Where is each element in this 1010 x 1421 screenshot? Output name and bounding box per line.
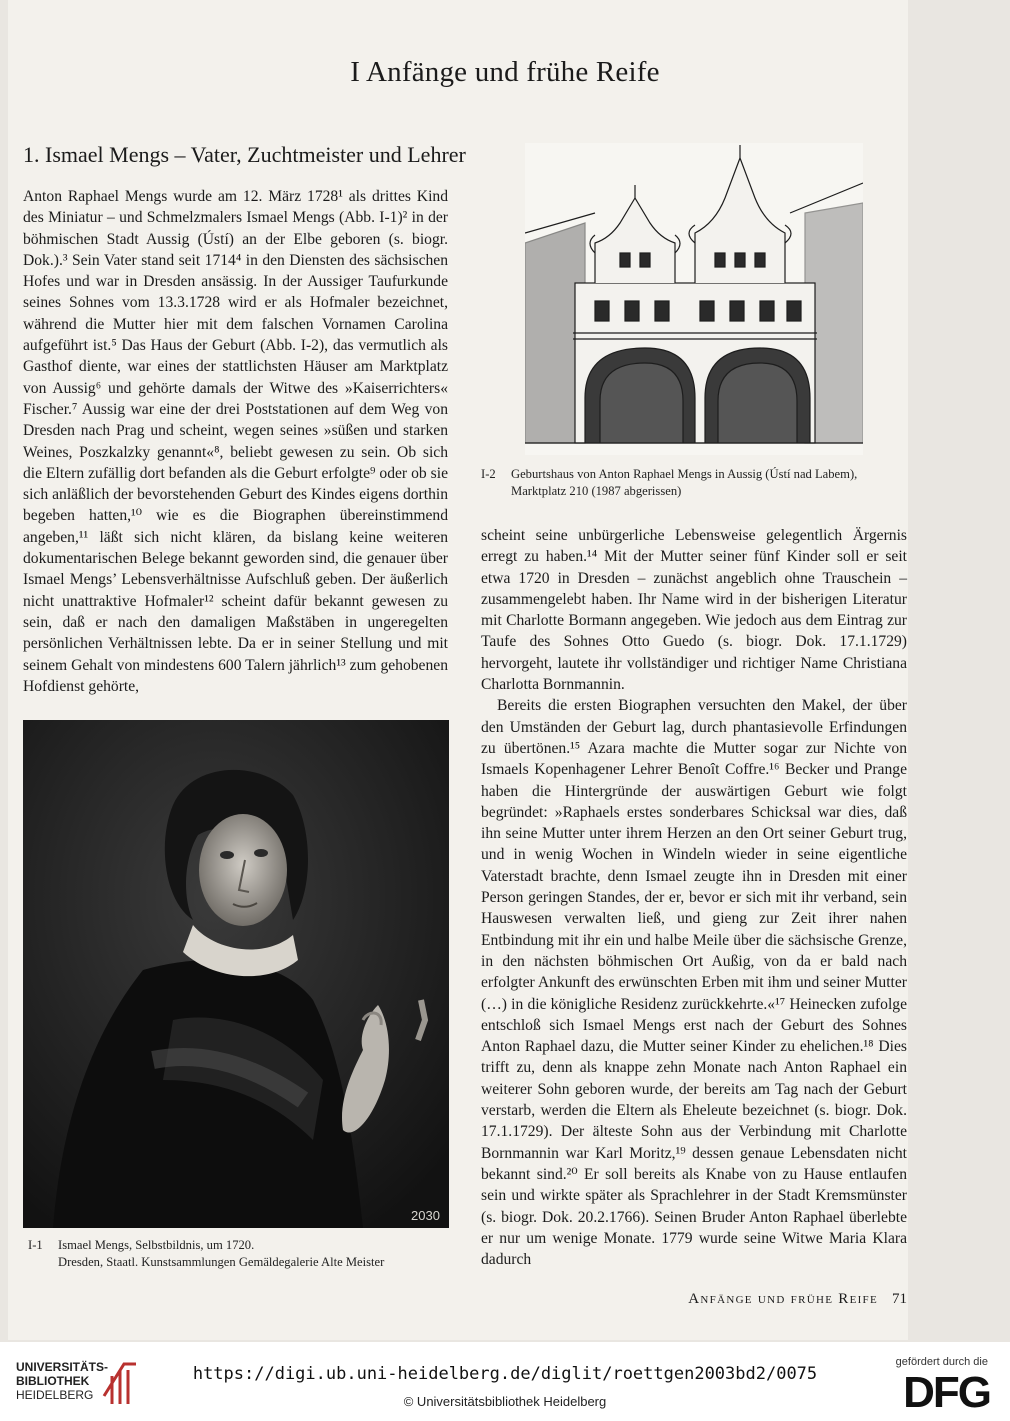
portrait-figure [23, 720, 449, 1228]
library-line2: BIBLIOTHEK [16, 1374, 90, 1388]
figure1-caption-line1: Ismael Mengs, Selbstbildnis, um 1720. [58, 1238, 255, 1252]
figure2-number: I-2 [481, 467, 496, 481]
chapter-title: I Anfänge und frühe Reife [350, 56, 660, 88]
running-head [688, 1291, 907, 1308]
section-title: 1. Ismael Mengs – Vater, Zuchtmeister und Lehrer [23, 142, 466, 167]
left-column [23, 186, 448, 697]
figure2-caption-line2: Marktplatz 210 (1987 abgerissen) [511, 484, 682, 498]
funding-note: gefördert durch die [895, 1356, 988, 1368]
figure1-number: I-1 [28, 1238, 43, 1252]
figure1-caption-line2: Dresden, Staatl. Kunstsammlungen Gemäldegalerie Alte Meister [58, 1255, 385, 1269]
page-number: 71 [892, 1291, 907, 1307]
figure2-caption [481, 466, 901, 500]
permalink-url[interactable]: https://digi.ub.uni-heidelberg.de/diglit/roettgen2003bd2/0075 [192, 1364, 818, 1384]
portrait-image [23, 720, 449, 1228]
birthhouse-image [525, 143, 863, 455]
body-paragraph: Bereits die ersten Biographen versuchten den Makel, der über den Umständen der Geburt lag, durch phantasievolle Erfindungen zu übertönen.¹⁵ Azara machte die Mutter sogar zur Nichte von Ismaels Kopenhagener Lehrer Benoît Coffre.¹⁶ Becker und Prange haben die Hintergründe der auswärtigen Geburt wie folgt begründet: »Raphaels erstes sonderbares Schicksal war dies, daß ihn seine Mutter unter ihrem Herzen an den Ort seiner Geburt trug, und in wenig Wochen in Windeln wieder in seine eigentliche Vaterstadt brachte, denn Ismael zeugte ihn in Dresden mit einer Person geringen Standes, der er, bevor er sich mit ihr verband, sein Hauswesen verwalten ließ, und gieng zur Zeit ihrer nahen Entbindung mit ihr ein und halbe Meile über die sächsische Grenze, in den nächsten böhmischen Ort Außig, von da er bald nach erfolgter Ankunft des erwünschten Erben mit ihm und seiner Mutter (…) in die königliche Residenz zurückkehrte.«¹⁷ Heinecken zufolge entschloß sich Ismael Mengs erst nach der Geburt des Sohnes Anton Raphael dazu, die Mutter seiner Kinder zu ehelichen.¹⁸ Dies trifft zu, denn als knappe zehn Monate nach Anton Raphael ein weiterer Sohn geboren wurde, der bereits am Tag nach der Geburt verstarb, werden die Eltern als Eheleute bezeichnet (s. biogr. Dok. 17.1.1729). Der älteste Sohn aus der Verbindung mit Charlotte Bornmannin war Karl Moritz,¹⁹ dessen genaue Lebensdaten nicht bekannt sind.²⁰ Er soll bereits als Knabe von zu Hause entlaufen sein und wirkte später als Sprachlehrer in der Stadt Kremsmünster (s. biogr. Dok. 20.2.1766). Seinen Bruder Anton Raphael überlebte er nur um wenige Monate. 1779 wurde seine Witwe Maria Klara dadurch [481, 697, 907, 1269]
inventory-mark: 2030 [411, 1208, 440, 1223]
footer-bar [0, 1342, 1010, 1421]
running-head-title: Anfänge und frühe Reife [688, 1291, 878, 1307]
body-paragraph: Anton Raphael Mengs wurde am 12. März 1728¹ als drittes Kind des Miniatur – und Schmelzmalers Ismael Mengs (Abb. I-1)² in der böhmischen Stadt Aussig (Ústí) an der Elbe geboren (s. biogr. Dok.).³ Sein Vater stand seit 1714⁴ in den Diensten des sächsischen Hofes und war in Dresden ansässig. In der Aussiger Taufurkunde seines Sohnes vom 13.3.1728 wird er als Hofmaler bezeichnet, während die Mutter hier mit dem falschen Vornamen Carolina aufgeführt ist.⁵ Das Haus der Geburt (Abb. I-2), das vermutlich als Gasthof diente, war eines der stattlichsten Häuser am Marktplatz von Aussig⁶ und gehörte damals der Witwe des »Kaiserrichters« Fischer.⁷ Aussig war eine der drei Poststationen auf dem Weg von Dresden nach Prag und scheint, wegen seines »süßen und starken Weines, Poszkalzky genannt«⁸, beliebt gewesen zu sein. Ob sich die Eltern zufällig dort befanden als die Geburt erfolgte⁹ oder ob sie sich anläßlich der bevorstehenden Geburt des Kindes eigens dorthin begeben hatten,¹⁰ wie es die Biographen übereinstimmend angeben,¹¹ läßt sich nicht klären, da bislang keine weiteren dokumentarischen Belege bekannt geworden sind, die genauer über Ismael Mengs’ Lebensverhältnisse Aufschluß geben. Der äußerlich nicht unattraktive Hofmaler¹² scheint dafür bekannt gewesen zu sein, daß er nach den damaligen Maßstäben in ungeregelten persönlichen Verhältnissen lebte. Da er in seiner Stellung und mit seinem Gehalt von mindestens 600 Talern jährlich¹³ zum gehobenen Hofdienst gehörte, [23, 188, 448, 695]
figure2-caption-line1: Geburtshaus von Anton Raphael Mengs in Aussig (Ústí nad Labem), [511, 467, 858, 481]
body-paragraph: scheint seine unbürgerliche Lebensweise gelegentlich Ärgernis erregt zu haben.¹⁴ Mit der Mutter seiner fünf Kinder soll er seit etwa 1720 in Dresden – zunächst angeblich ohne Trauschein – zusammengelebt haben. Ihr Name wird in der bisherigen Literatur mit Charlotte Bormann angegeben. Wie jedoch aus dem Eintrag zur Taufe des Sohnes Otto Guedo (s. biogr. Dok. 17.1.1729) hervorgeht, lautete ihr vollständiger und richtiger Name Christiana Charlotta Bornmannin. [481, 527, 907, 694]
right-column [481, 525, 907, 1270]
figure1-caption [28, 1237, 448, 1271]
copyright-notice: © Universitätsbibliothek Heidelberg [403, 1394, 607, 1409]
library-line1: UNIVERSITÄTS- [16, 1360, 109, 1374]
dfg-logo[interactable]: DFG [903, 1368, 990, 1417]
birthhouse-drawing [525, 143, 863, 455]
library-line3: HEIDELBERG [16, 1388, 94, 1402]
